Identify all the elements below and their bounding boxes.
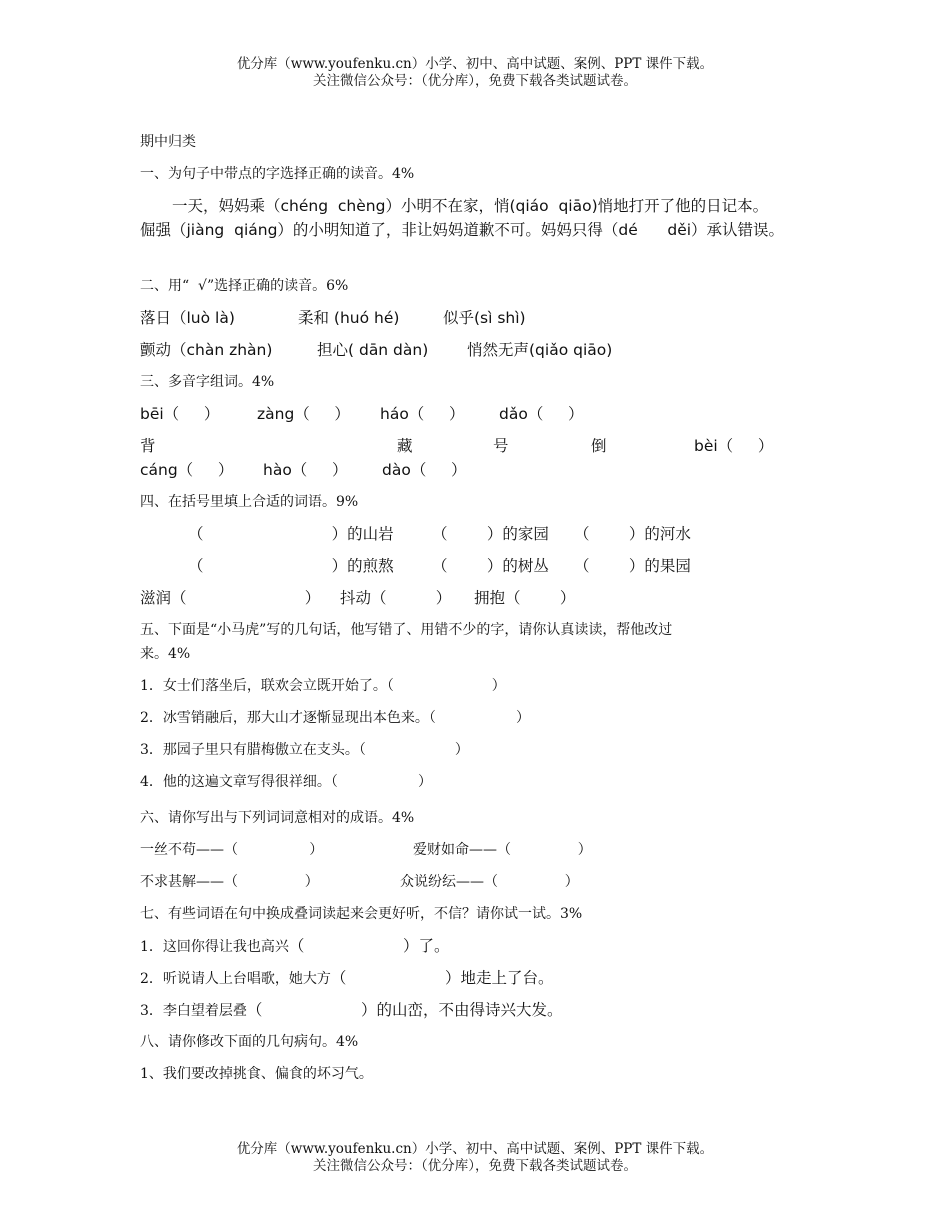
reduplication-item	[140, 968, 553, 989]
reduplication-blank: （ ）了。	[288, 937, 450, 955]
polyphone-blank: cáng（ ）	[140, 461, 234, 479]
fill-blank: 拥抱（ ）	[474, 589, 576, 607]
section-5-heading-cont: 来。4%	[140, 646, 191, 662]
pinyin-choice: 担心( dān dàn)	[317, 341, 429, 359]
page-footer	[0, 1141, 950, 1175]
correction-item: 1．女士们落坐后，联欢会立既开始了。（ ）	[140, 678, 506, 694]
footer-line-1: 优分库（www.youfenku.cn）小学、初中、高中试题、案例、PPT 课件下载。	[236, 1141, 714, 1157]
polyphone-char: 号	[493, 437, 509, 455]
reduplication-item	[140, 936, 449, 957]
reduplication-prompt: 3．李白望着层叠	[140, 1003, 247, 1019]
reduplication-blank: （ ）的山峦，不由得诗兴大发。	[246, 1001, 563, 1019]
section-7-heading: 七、有些词语在句中换成叠词读起来会更好听，不信？请你试一试。3%	[140, 906, 583, 922]
section-2-heading: 二、用“ √”选择正确的读音。6%	[140, 278, 349, 294]
pinyin-choice: 悄然无声(qiǎo qiāo)	[467, 341, 613, 359]
polyphone-blank: háo（ ）	[380, 405, 465, 423]
sentence-correction-item: 1、我们要改掉挑食、偏食的坏习气。	[140, 1066, 373, 1082]
header-line-2: 关注微信公众号：（优分库），免费下载各类试题试卷。	[313, 73, 637, 89]
pinyin-choice: 颤动（chàn zhàn)	[140, 341, 273, 359]
correction-item: 4．他的这遍文章写得很祥细。（ ）	[140, 774, 433, 790]
section-8-heading: 八、请你修改下面的几句病句。4%	[140, 1034, 359, 1050]
polyphone-char: 倒	[591, 437, 607, 455]
idiom-blank: 众说纷纭——（ ）	[400, 874, 579, 890]
polyphone-blank: bēi（ ）	[140, 405, 220, 423]
pinyin-choice: 落日（luò là)	[140, 309, 235, 327]
fill-blank: （ ）的家园	[432, 525, 549, 543]
section-1-paragraph-1: 一天，妈妈乘（chéng chèng）小明不在家，悄(qiáo qiāo)悄地打开了他的日记本。	[172, 197, 769, 215]
pinyin-choice: 柔和 (huó hé)	[298, 309, 400, 327]
correction-item: 3．那园子里只有腊梅傲立在支头。（ ）	[140, 742, 469, 758]
fill-blank: （ ）的煎熬	[188, 557, 394, 575]
section-5-heading: 五、下面是“小马虎”写的几句话，他写错了、用错不少的字，请你认真读读，帮他改过	[140, 622, 673, 638]
page-header	[0, 56, 950, 90]
fill-blank: 抖动（ ）	[340, 589, 452, 607]
reduplication-prompt: 1．这回你得让我也高兴	[140, 939, 289, 955]
section-6-heading: 六、请你写出与下列词词意相对的成语。4%	[140, 810, 415, 826]
section-3-heading: 三、多音字组词。4%	[140, 374, 275, 390]
idiom-blank: 爱财如命——（ ）	[413, 842, 592, 858]
polyphone-blank: hào（ ）	[263, 461, 348, 479]
fill-blank: 滋润（ ）	[140, 589, 321, 607]
correction-item: 2．冰雪销融后，那大山才逐惭显现出本色来。（ ）	[140, 710, 531, 726]
idiom-blank: 不求甚解——（ ）	[140, 874, 319, 890]
polyphone-blank: dǎo（ ）	[499, 405, 584, 423]
section-4-heading: 四、在括号里填上合适的词语。9%	[140, 494, 359, 510]
idiom-blank: 一丝不苟——（ ）	[140, 842, 324, 858]
section-1-heading: 一、为句子中带点的字选择正确的读音。4%	[140, 166, 415, 182]
fill-blank: （ ）的河水	[574, 525, 691, 543]
polyphone-char: 藏	[397, 437, 413, 455]
polyphone-blank: zàng（ ）	[257, 405, 350, 423]
fill-blank: （ ）的树丛	[432, 557, 549, 575]
reduplication-item	[140, 1000, 562, 1021]
polyphone-blank: dào（ ）	[382, 461, 467, 479]
fill-blank: （ ）的果园	[574, 557, 691, 575]
pinyin-choice: 似乎(sì shì)	[443, 309, 526, 327]
section-1-paragraph-2: 倔强（jiàng qiáng）的小明知道了，非让妈妈道歉不可。妈妈只得（dé děi）承认错误。	[140, 221, 785, 239]
footer-line-2: 关注微信公众号：（优分库），免费下载各类试题试卷。	[313, 1158, 637, 1174]
reduplication-blank: （ ）地走上了台。	[330, 969, 554, 987]
fill-blank: （ ）的山岩	[188, 525, 394, 543]
page-title: 期中归类	[140, 134, 196, 150]
header-line-1: 优分库（www.youfenku.cn）小学、初中、高中试题、案例、PPT 课件下载。	[236, 56, 714, 72]
polyphone-char: 背	[140, 437, 156, 455]
polyphone-blank: bèi（ ）	[694, 437, 774, 455]
reduplication-prompt: 2．听说请人上台唱歌，她大方	[140, 971, 331, 987]
